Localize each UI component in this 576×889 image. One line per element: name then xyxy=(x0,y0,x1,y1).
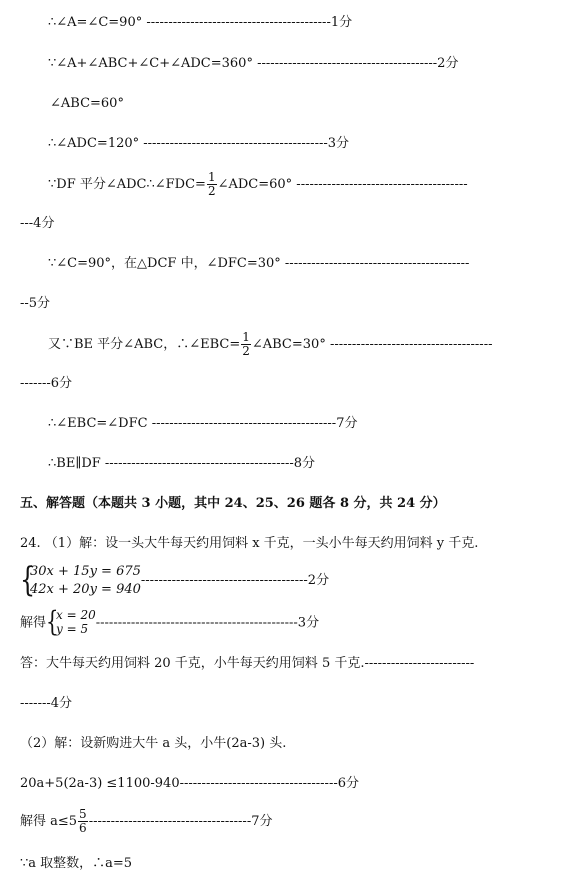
equation-system-block xyxy=(20,560,141,600)
step-7-suffix: ∠ABC=30° ------------------------------------- xyxy=(251,337,493,352)
equation-rows xyxy=(20,560,141,600)
proof-step-7-cont: -------6分 xyxy=(20,376,73,391)
step-7-prefix: 又∵BE 平分∠ABC，∴∠EBC= xyxy=(48,337,241,352)
fraction-five-sixths xyxy=(78,808,88,835)
proof-step-8: ∴∠EBC=∠DFC ------------------------------------------7分 xyxy=(48,416,358,431)
equation-1: 30x + 15y = 675 xyxy=(30,564,141,579)
proof-step-5-cont: ---4分 xyxy=(20,216,55,231)
fraction-numerator: 1 xyxy=(242,330,250,344)
fraction-one-half xyxy=(241,331,251,358)
equation-2: 42x + 20y = 940 xyxy=(30,582,141,597)
solution-prefix: 解得 xyxy=(20,615,47,631)
inequality-solution xyxy=(20,808,272,835)
proof-step-5 xyxy=(48,171,468,198)
problem-24-part-2: （2）解：设新购进大牛 a 头，小牛(2a-3) 头. xyxy=(20,736,287,751)
inequality-step: 20a+5(2a-3) ≤1100-940------------------------------------6分 xyxy=(20,776,360,791)
fraction-denominator: 6 xyxy=(79,821,87,835)
brace-icon: { xyxy=(20,560,36,600)
proof-step-1: ∴∠A=∠C=90° ------------------------------------------1分 xyxy=(48,15,353,30)
inequality-prefix: 解得 a≤5 xyxy=(20,814,78,829)
proof-step-7 xyxy=(48,331,492,358)
solution-x: x = 20 xyxy=(56,608,96,622)
fraction-numerator: 5 xyxy=(79,807,87,821)
section-heading: 五、解答题（本题共 3 小题，其中 24、25、26 题各 8 分，共 24 分） xyxy=(20,496,446,511)
inequality-suffix: -------------------------------------7分 xyxy=(88,814,273,829)
fraction-denominator: 2 xyxy=(242,344,250,358)
solution-system xyxy=(20,605,320,640)
proof-step-4: ∴∠ADC=120° ------------------------------------------3分 xyxy=(48,136,350,151)
proof-step-9: ∴BE∥DF -------------------------------------------8分 xyxy=(48,456,316,471)
proof-step-2: ∵∠A+∠ABC+∠C+∠ADC=360° -----------------------------------------2分 xyxy=(48,56,459,71)
proof-step-6: ∵∠C=90°，在△DCF 中，∠DFC=30° ------------------------------------------ xyxy=(48,256,470,271)
fraction-one-half xyxy=(207,171,217,198)
proof-step-3: ∠ABC=60° xyxy=(50,96,124,111)
problem-24-part-1: 24. （1）解：设一头大牛每天约用饲料 x 千克，一头小牛每天约用饲料 y 千克. xyxy=(20,536,479,551)
brace-icon: { xyxy=(46,605,59,638)
solution-y: y = 5 xyxy=(56,622,89,636)
fraction-denominator: 2 xyxy=(207,184,216,198)
proof-step-6-cont: --5分 xyxy=(20,296,51,311)
solution-system-block xyxy=(46,605,96,639)
step-5-suffix: ∠ADC=60° --------------------------------------- xyxy=(217,177,468,192)
fraction-numerator: 1 xyxy=(207,170,216,184)
equation-system-suffix: --------------------------------------2分 xyxy=(140,573,330,588)
solution-suffix: ----------------------------------------------3分 xyxy=(95,615,320,631)
final-conclusion: ∵a 取整数，∴a=5 xyxy=(20,856,133,871)
answer-part-1-cont: -------4分 xyxy=(20,696,73,711)
equation-system xyxy=(20,560,330,601)
step-5-prefix: ∵DF 平分∠ADC∴∠FDC= xyxy=(48,177,206,192)
answer-part-1: 答：大牛每天约用饲料 20 千克，小牛每天约用饲料 5 千克.------------------------- xyxy=(20,656,475,671)
